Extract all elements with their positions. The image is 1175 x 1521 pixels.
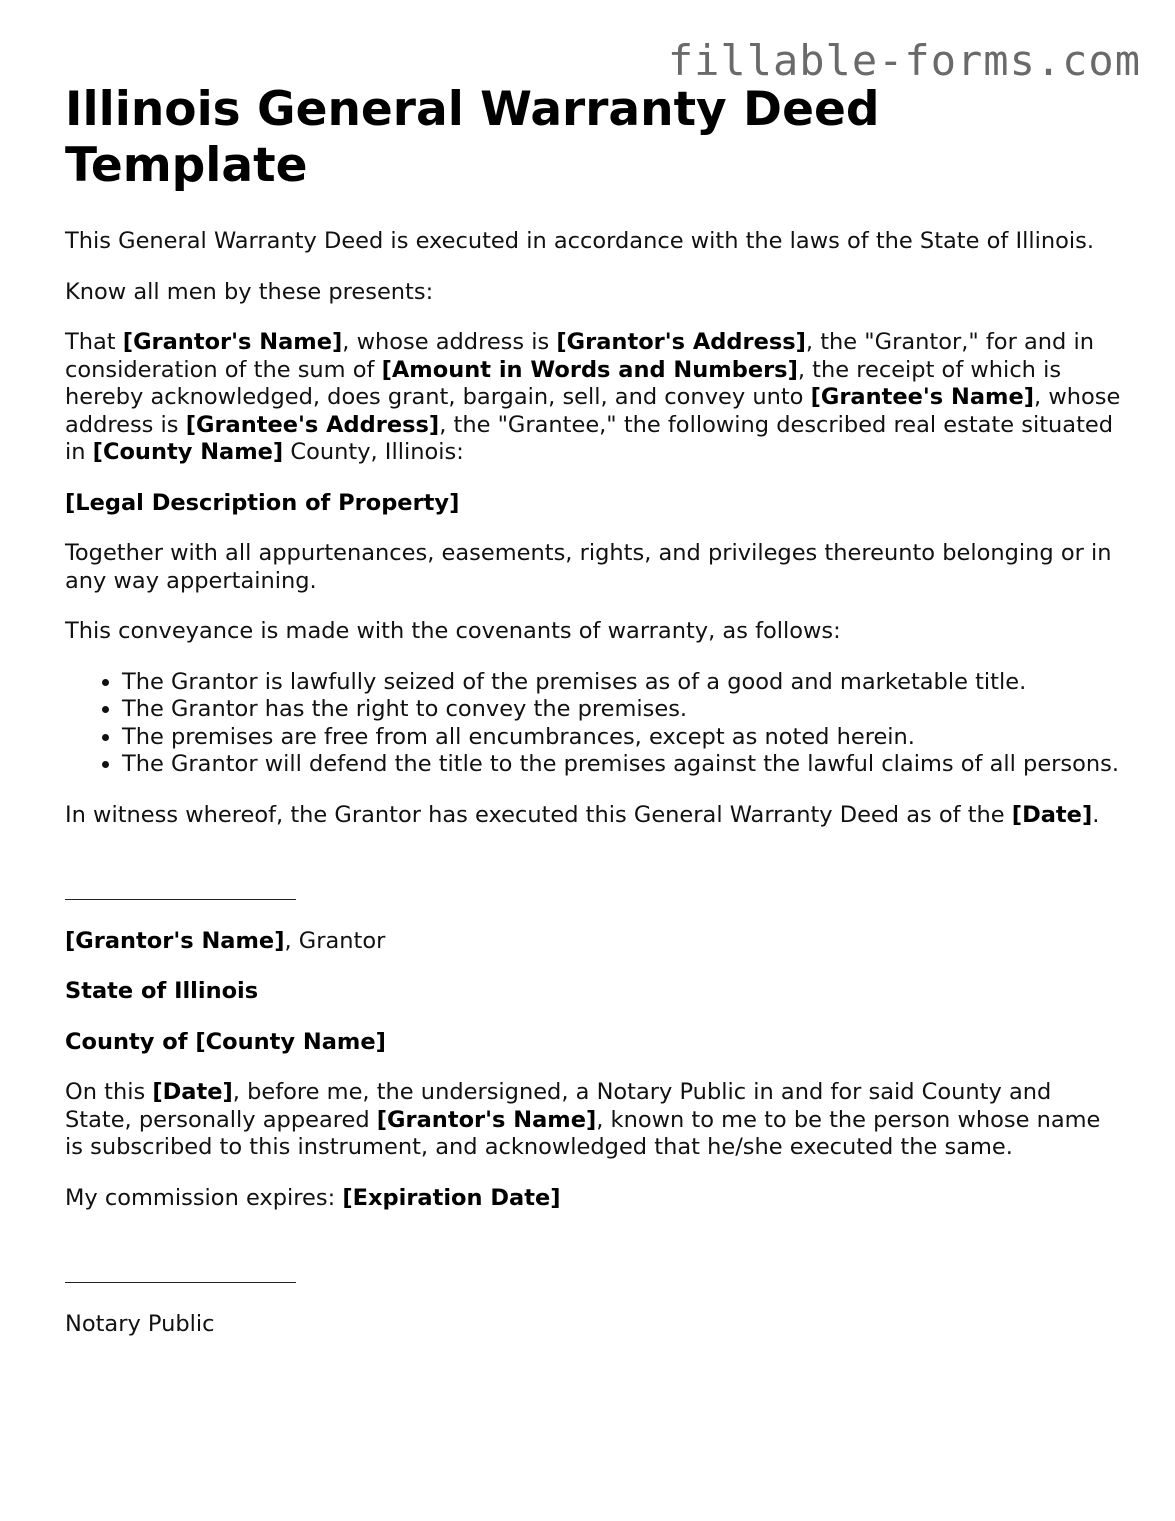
notary-text-1: On this: [65, 1079, 153, 1105]
covenant-item: • The premises are free from all encumbrances, except as noted herein.: [122, 724, 1125, 752]
page-title: Illinois General Warranty Deed Template: [65, 82, 880, 193]
legal-description-text: [Legal Description of Property]: [65, 489, 460, 516]
grant-clause: [65, 329, 1125, 467]
grantee-name-placeholder: [Grantee's Name]: [810, 384, 1035, 410]
commission-label: My commission expires:: [65, 1184, 343, 1211]
grant-text-7: County, Illinois:: [283, 439, 464, 465]
county-name-placeholder: [County Name]: [92, 439, 284, 465]
notary-public-label: Notary Public: [65, 1310, 215, 1337]
grantor-sig-role: , Grantor: [284, 927, 386, 954]
covenant-item: • The Grantor is lawfully seized of the premises as of a good and marketable title.: [122, 669, 1125, 697]
grant-text-6: , the "Grantee," the following described real estate situated in: [65, 411, 1114, 465]
covenant-item: • The Grantor will defend the title to the premises against the lawful claims of all persons.: [122, 751, 1125, 779]
grant-text-1: That: [65, 329, 123, 355]
grant-text-2: , whose address is: [342, 329, 557, 355]
grant-text-3: , the "Grantor," for and in consideration of the sum of: [65, 329, 1094, 383]
grantee-address-placeholder: [Grantee's Address]: [185, 411, 440, 438]
witness-paragraph: [65, 802, 1125, 830]
grantor-sig-name-placeholder: [Grantor's Name]: [65, 927, 285, 954]
notary-text-2: , before me, the undersigned, a Notary Public in and for said County and State, personally appeared: [65, 1079, 1052, 1133]
amount-placeholder: [Amount in Words and Numbers]: [381, 356, 798, 383]
grantor-signature-line: [65, 877, 1125, 905]
witness-date-placeholder: [Date]: [1011, 801, 1093, 828]
grant-text-5: , whose address is: [65, 384, 1121, 438]
grant-text-4: , the receipt of which is hereby acknowledged, does grant, bargain, sell, and convey unto: [65, 356, 1062, 410]
covenants-intro: This conveyance is made with the covenants of warranty, as follows:: [65, 618, 841, 644]
covenant-item: • The Grantor has the right to convey the premises.: [122, 696, 1125, 724]
county-text: County of [County Name]: [65, 1028, 386, 1055]
notary-grantor-name-placeholder: [Grantor's Name]: [376, 1106, 597, 1133]
state-heading: [65, 978, 1125, 1006]
signature-rule: [65, 877, 296, 900]
together-paragraph: Together with all appurtenances, easements, rights, and privileges thereunto belonging or in any way appertaining.: [65, 540, 1112, 594]
grantor-signature-caption: [65, 928, 1125, 956]
witness-end: .: [1092, 801, 1100, 828]
commission-line: [65, 1185, 1125, 1213]
notary-text-3: , known to me to be the person whose name is subscribed to this instrument, and acknowledged that he/she executed the same.: [65, 1106, 1101, 1160]
state-text: State of Illinois: [65, 978, 259, 1004]
notary-clause: [65, 1079, 1125, 1162]
county-heading: [65, 1029, 1125, 1057]
witness-text: In witness whereof, the Grantor has executed this General Warranty Deed as of the: [65, 801, 1012, 828]
signature-rule: [65, 1260, 296, 1283]
grantor-address-placeholder: [Grantor's Address]: [556, 329, 806, 355]
legal-description-placeholder: [65, 490, 1125, 518]
watermark: fillable-forms.com: [667, 36, 1141, 85]
know-all-paragraph: Know all men by these presents:: [65, 278, 434, 305]
notary-date-placeholder: [Date]: [152, 1079, 233, 1105]
covenants-list: [65, 669, 1125, 779]
intro-paragraph: This General Warranty Deed is executed in accordance with the laws of the State of Illinois.: [65, 228, 1095, 254]
expiration-date-placeholder: [Expiration Date]: [342, 1184, 561, 1211]
document-body: [65, 82, 1125, 1361]
grantor-name-placeholder: [Grantor's Name]: [122, 329, 343, 355]
notary-signature-line: [65, 1260, 1125, 1288]
